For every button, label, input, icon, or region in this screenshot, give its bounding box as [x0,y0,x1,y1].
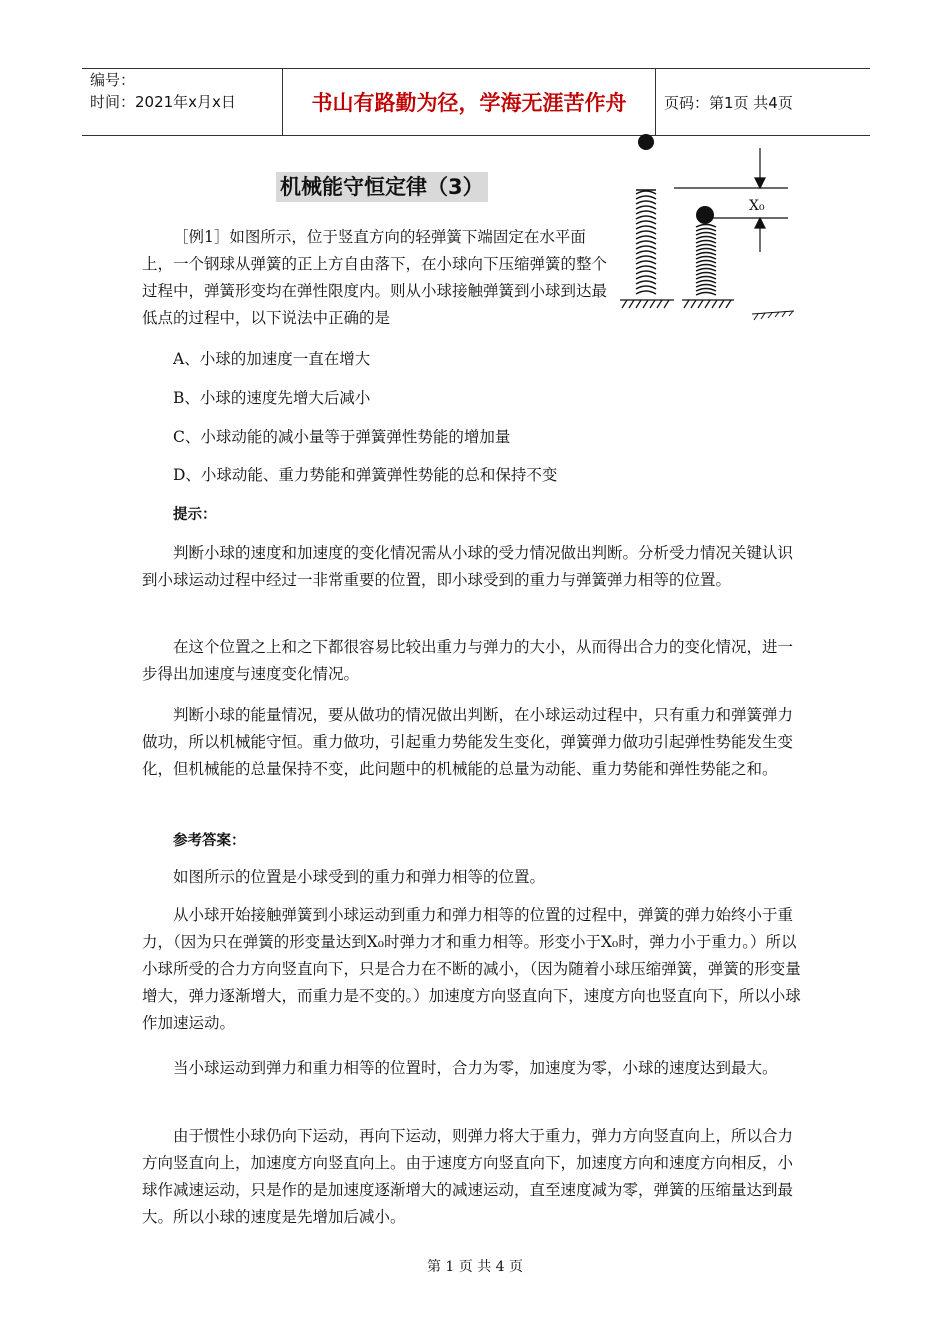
x0-dimension [674,148,788,252]
ball-on-spring [696,206,714,224]
answer-paragraph-1: 如图所示的位置是小球受到的重力和弹力相等的位置。 [173,868,546,886]
option-b: B、小球的速度先增大后减小 [173,389,371,407]
page-header [82,68,870,136]
option-a: A、小球的加速度一直在增大 [173,350,371,368]
hint-paragraph-3: 判断小球的能量情况，要从做功的情况做出判断，在小球运动过程中，只有重力和弹簧弹力做功，所以机械能守恒。重力做功，引起重力势能发生变化，弹簧弹力做功引起弹性势能发生变化，但机械能的总量保持不变，此问题中的机械能的总量为动能、重力势能和弹性势能之和。 [142,706,794,778]
spring-compressed [696,225,716,296]
spring-uncompressed [636,190,656,294]
header-page-info: 页码：第1页 共4页 [664,93,793,112]
ground-left [620,300,674,308]
number-label: 编号： [90,71,136,89]
question-text: ［例1］如图所示，位于竖直方向的轻弹簧下端固定在水平面上，一个钢球从弹簧的正上方自由落下，在小球向下压缩弹簧的整个过程中，弹簧形变均在弹性限度内。则从小球接触弹簧到小球到达最低点的过程中，以下说法中正确的是 [142,228,608,327]
ground-right [752,311,794,320]
answer-paragraph-4: 由于惯性小球仍向下运动，再向下运动，则弹力将大于重力，弹力方向竖直向上，所以合力方向竖直向上，加速度方向竖直向上。由于速度方向竖直向下，加速度方向和速度方向相反，小球作减速运动，只是作的是加速度逐渐增大的减速运动，直至速度减为零，弹簧的压缩量达到最大。所以小球的速度是先增加后减小。 [142,1127,794,1226]
answer-paragraph-3: 当小球运动到弹力和重力相等的位置时，合力为零，加速度为零，小球的速度达到最大。 [173,1059,778,1077]
option-c: C、小球动能的减小量等于弹簧弹性势能的增加量 [173,428,511,446]
answer-heading: 参考答案： [173,833,246,849]
hint-heading: 提示： [173,507,217,523]
ground-middle [682,300,734,308]
x0-label: X₀ [749,198,765,214]
document-title: 机械能守恒定律（3） [276,172,488,202]
hint-paragraph-2: 在这个位置之上和之下都很容易比较出重力与弹力的大小，从而得出合力的变化情况，进一步得出加速度与速度变化情况。 [142,638,794,683]
date-label: 时间：2021年x月x日 [90,93,236,111]
page-footer: 第 1 页 共 4 页 [426,1259,524,1275]
spring-diagram [612,128,812,323]
option-d: D、小球动能、重力势能和弹簧弹性势能的总和保持不变 [173,466,558,484]
hint-paragraph-1: 判断小球的速度和加速度的变化情况需从小球的受力情况做出判断。分析受力情况关键认识到小球运动过程中经过一非常重要的位置，即小球受到的重力与弹簧弹力相等的位置。 [142,544,794,589]
header-left [82,69,282,135]
answer-paragraph-2: 从小球开始接触弹簧到小球运动到重力和弹力相等的位置的过程中，弹簧的弹力始终小于重力，（因为只在弹簧的形变量达到X₀时弹力才和重力相等。形变小于X₀时，弹力小于重力。）所以小球所受的合力方向竖直向下，只是合力在不断的减小，（因为随着小球压缩弹簧，弹簧的形变量增大，弹力逐渐增大，而重力是不变的。）加速度方向竖直向下，速度方向也竖直向下，所以小球作加速运动。 [142,906,801,1032]
header-motto: 书山有路勤为径，学海无涯苦作舟 [282,69,656,135]
falling-ball [638,134,654,150]
